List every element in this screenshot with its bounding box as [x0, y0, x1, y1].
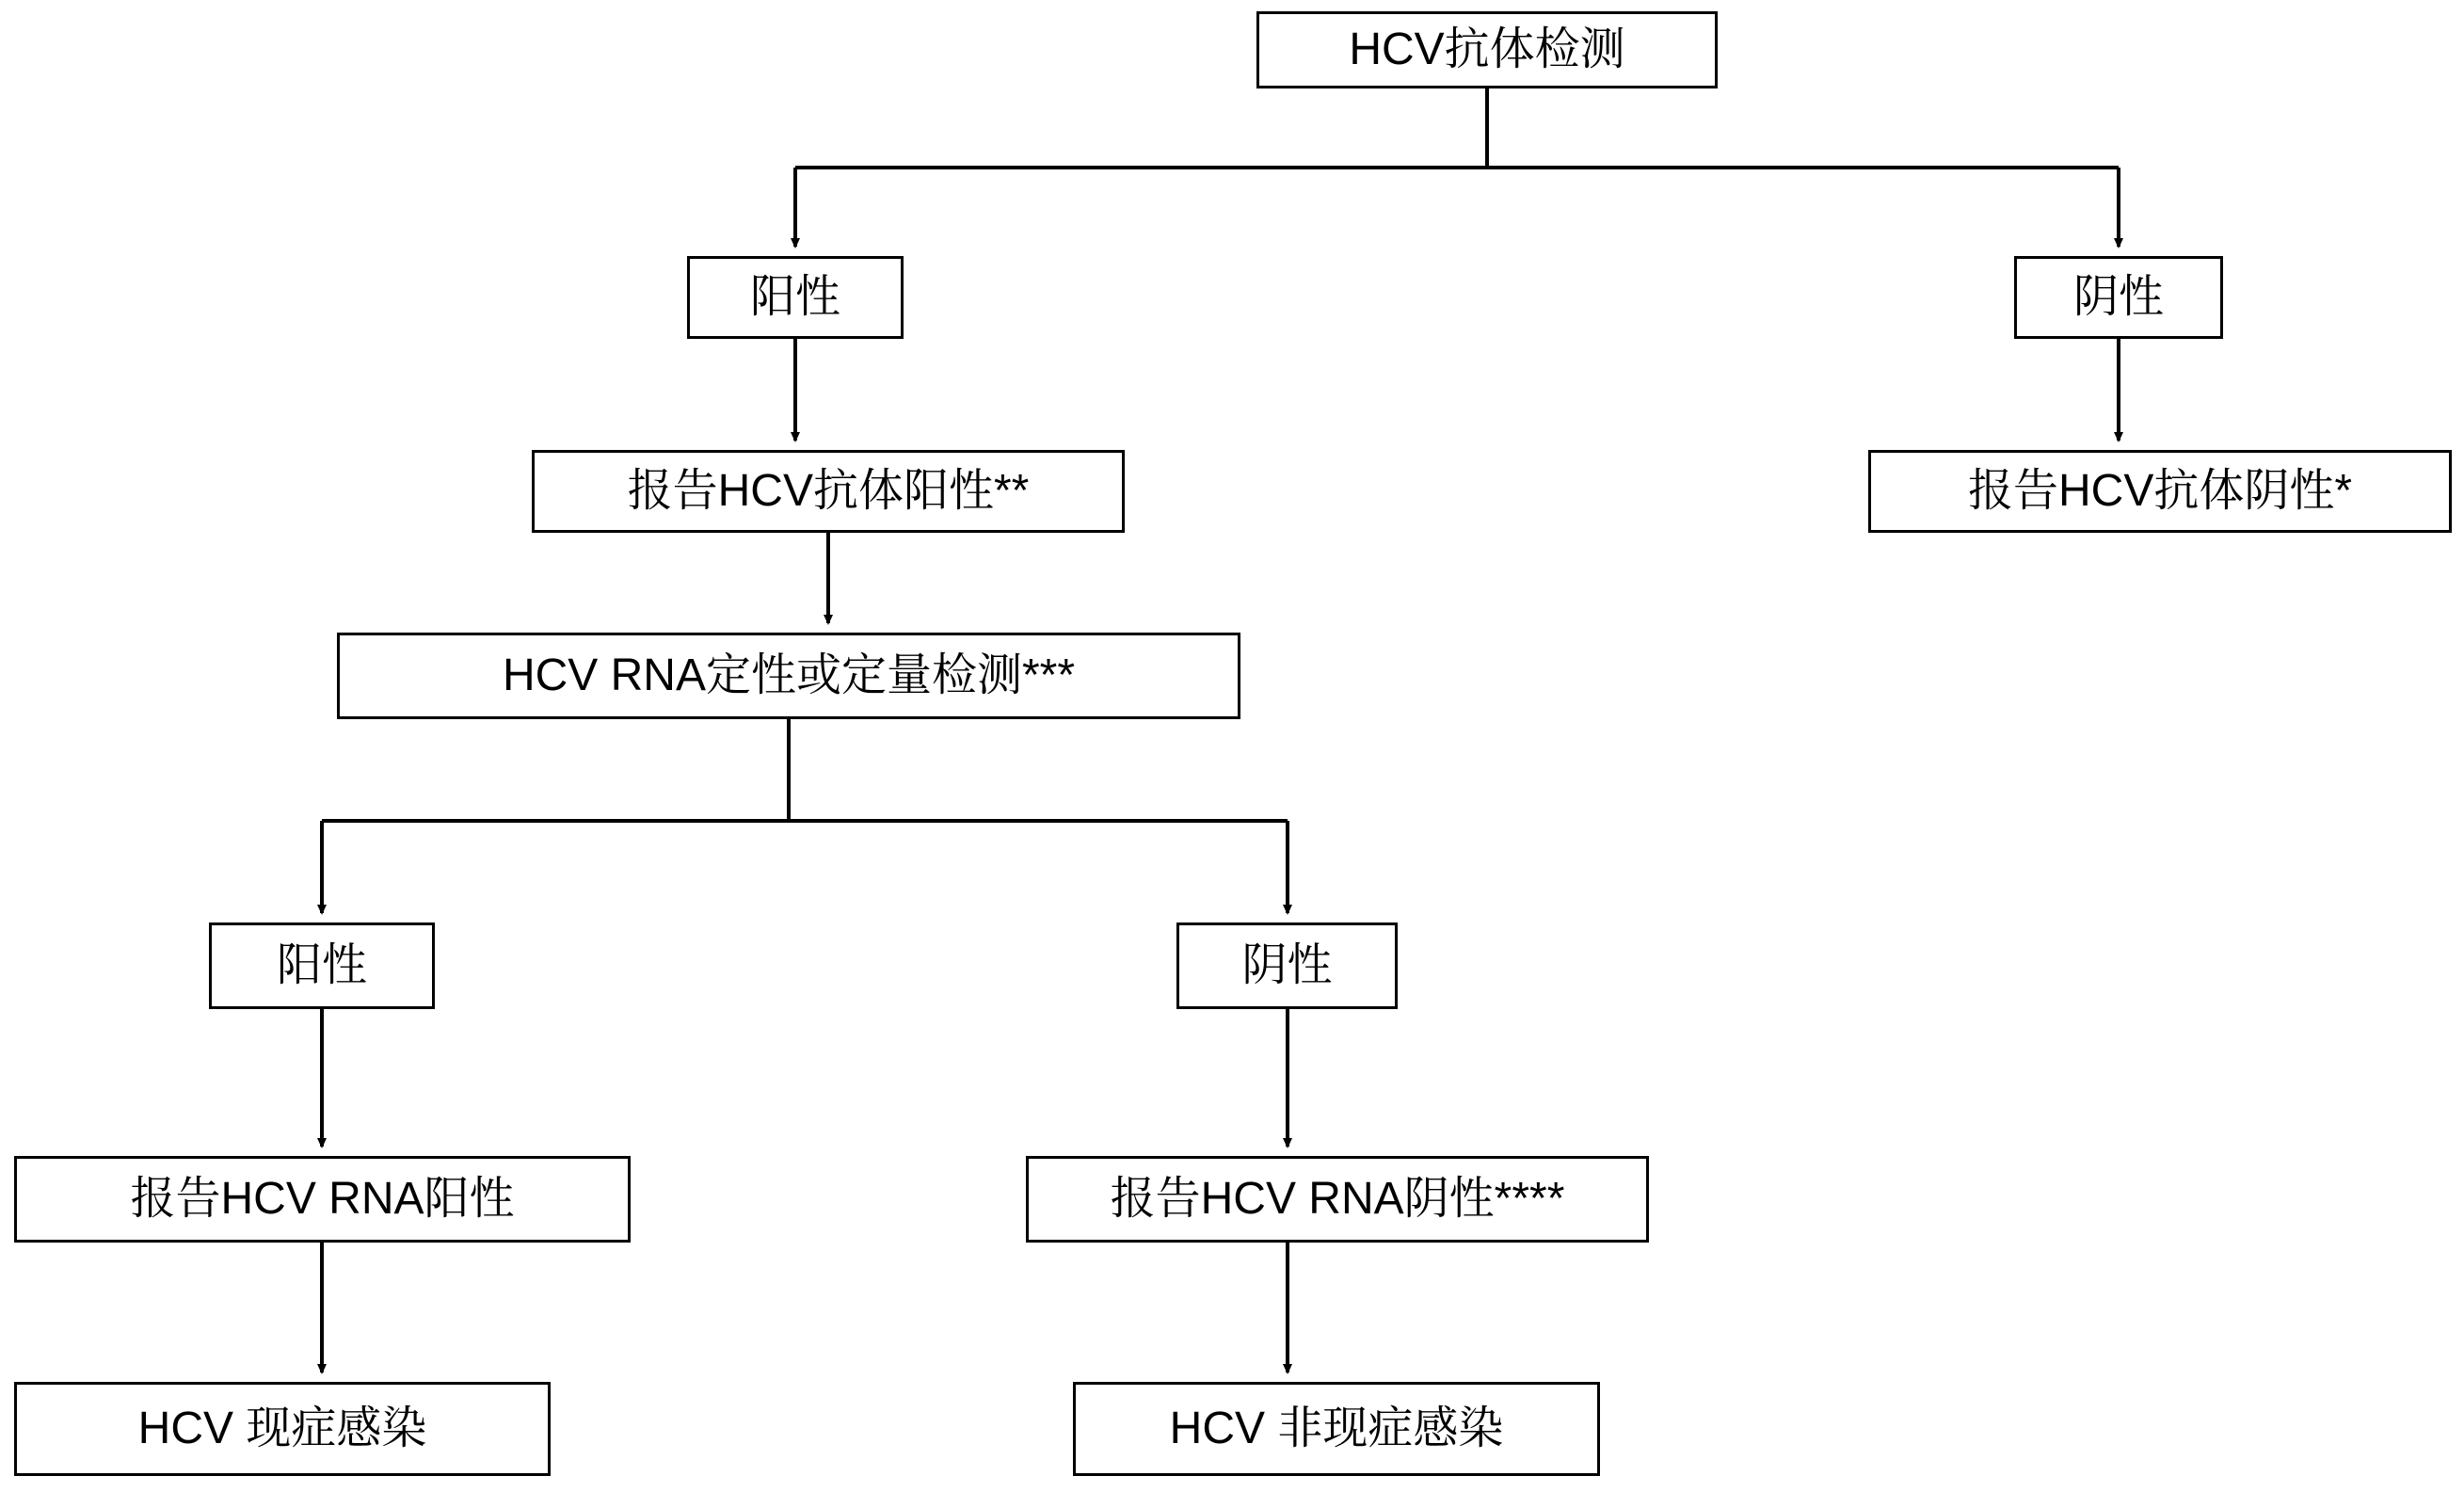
node-rna-positive [209, 922, 435, 1009]
node-label: HCV抗体检测 [1349, 24, 1625, 74]
node-rna-negative [1176, 922, 1398, 1009]
node-antibody-negative [2014, 256, 2223, 339]
node-hcv-antibody-test [1256, 11, 1718, 88]
node-label: 阳性 [749, 271, 840, 322]
node-label: 阴性 [2072, 271, 2164, 322]
node-antibody-positive [687, 256, 904, 339]
node-current-infection [14, 1382, 551, 1476]
node-non-current-infection [1073, 1382, 1600, 1476]
node-report-rna-negative [1026, 1156, 1649, 1243]
node-label: HCV 非现症感染 [1169, 1403, 1504, 1453]
node-report-rna-positive [14, 1156, 631, 1243]
node-report-antibody-positive [532, 450, 1125, 533]
node-label: 报告HCV抗体阳性** [627, 465, 1030, 516]
node-label: 阴性 [1241, 939, 1333, 990]
node-label: HCV RNA定性或定量检测*** [502, 650, 1076, 700]
node-label: 阳性 [276, 939, 367, 990]
node-report-antibody-negative [1868, 450, 2452, 533]
node-hcv-rna-test [337, 633, 1240, 719]
node-label: 报告HCV RNA阳性 [130, 1173, 515, 1224]
node-label: HCV 现症感染 [137, 1403, 427, 1453]
node-label: 报告HCV抗体阴性* [1967, 465, 2353, 516]
node-label: 报告HCV RNA阴性**** [1110, 1173, 1565, 1224]
